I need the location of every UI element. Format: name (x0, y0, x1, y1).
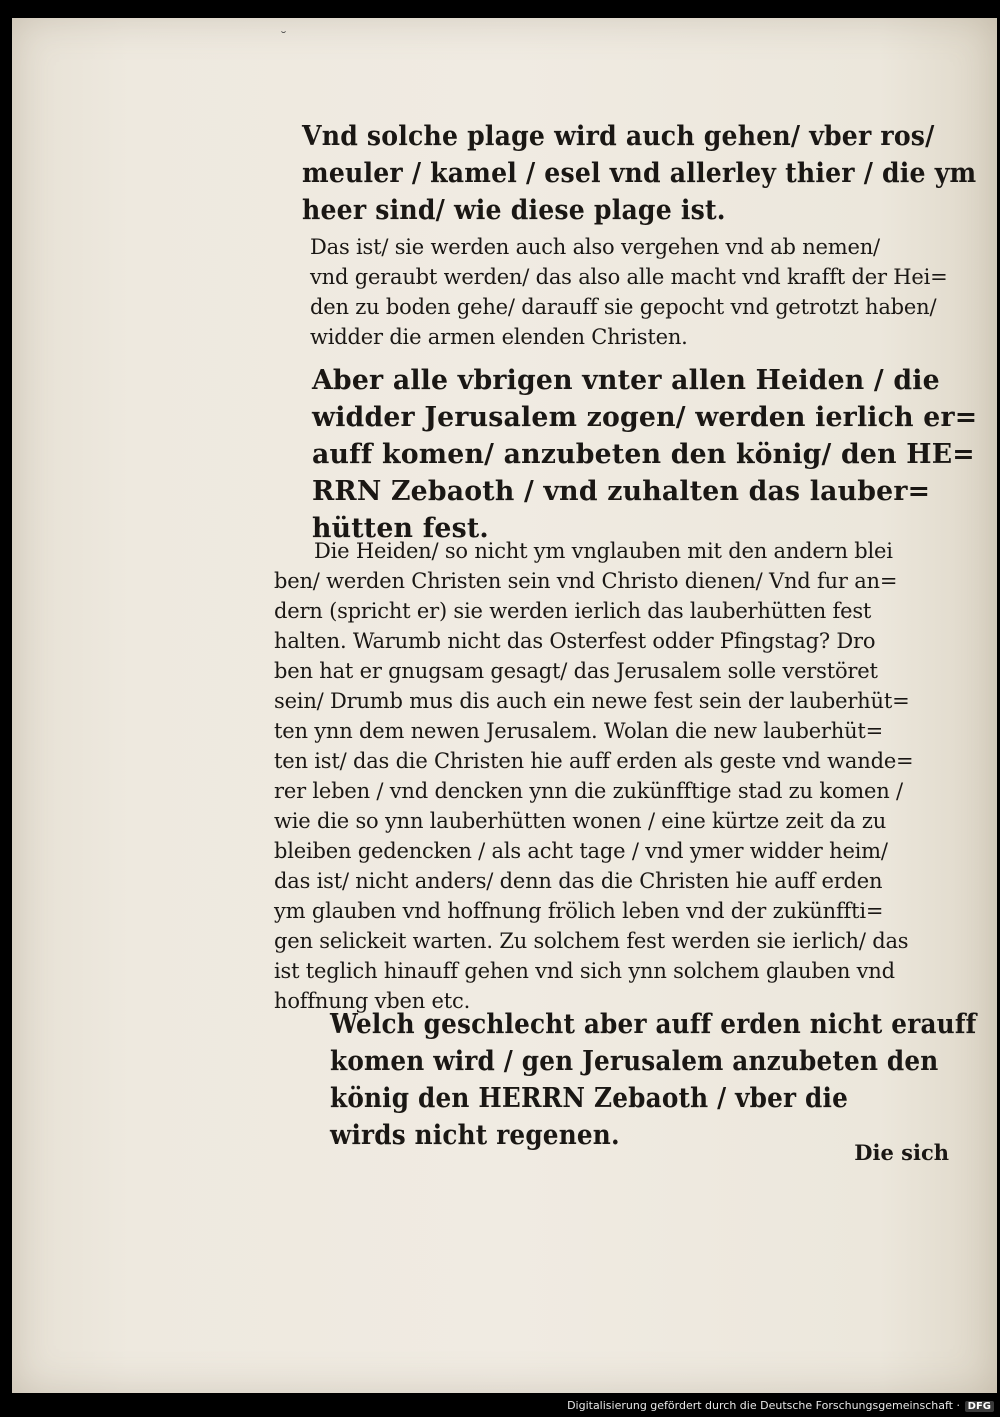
text-line: Die Heiden/ so nicht ym vnglauben mit den andern blei (314, 539, 893, 563)
text-line: Aber alle vbrigen vnter allen Heiden / die (312, 365, 940, 396)
text-line: das ist/ nicht anders/ denn das die Christen hie auff erden (274, 869, 883, 893)
footer-bar (0, 1393, 1000, 1417)
commentary-block-2 (274, 536, 913, 1016)
text-line: meuler / kamel / esel vnd allerley thier / die ym (302, 158, 977, 189)
text-line: dern (spricht er) sie werden ierlich das lauberhütten fest (274, 599, 872, 623)
footer-separator: · (956, 1399, 960, 1412)
text-line: Vnd solche plage wird auch gehen/ vber ros/ (302, 121, 935, 152)
page-mark: ˘ (280, 30, 287, 46)
text-line: ten ynn dem newen Jerusalem. Wolan die new lauberhüt= (274, 719, 884, 743)
catchword: Die sich (854, 1140, 949, 1165)
text-line: ist teglich hinauff gehen vnd sich ynn solchem glauben vnd (274, 959, 895, 983)
text-line: ten ist/ das die Christen hie auff erden als geste vnd wande= (274, 749, 914, 773)
text-line: halten. Warumb nicht das Osterfest odder Pfingstag? Dro (274, 629, 876, 653)
verse-block-3 (330, 1006, 1000, 1154)
text-line: ben/ werden Christen sein vnd Christo dienen/ Vnd fur an= (274, 569, 898, 593)
commentary-block-1 (310, 232, 948, 352)
text-line: heer sind/ wie diese plage ist. (302, 195, 726, 226)
text-line: wie die so ynn lauberhütten wonen / eine kürtze zeit da zu (274, 809, 887, 833)
text-line: Welch geschlecht aber auff erden nicht erauff (330, 1009, 977, 1040)
book-page (12, 18, 997, 1393)
text-line: ben hat er gnugsam gesagt/ das Jerusalem solle verstöret (274, 659, 878, 683)
text-line: komen wird / gen Jerusalem anzubeten den (330, 1046, 939, 1077)
text-line: hoffnung vben etc. (274, 989, 471, 1013)
text-line: rer leben / vnd dencken ynn die zukünfftige stad zu komen / (274, 779, 903, 803)
text-line: gen selickeit warten. Zu solchem fest werden sie ierlich/ das (274, 929, 909, 953)
text-line: auff komen/ anzubeten den könig/ den HE= (312, 439, 975, 470)
funding-credit (567, 1399, 960, 1412)
text-line: könig den HERRN Zebaoth / vber die (330, 1083, 849, 1114)
verse-block-2 (312, 362, 984, 547)
text-line: RRN Zebaoth / vnd zuhalten das lauber= (312, 476, 931, 507)
text-line: wirds nicht regenen. (330, 1120, 620, 1151)
funding-credit-text: Digitalisierung gefördert durch die Deutsche Forschungsgemeinschaft (567, 1399, 953, 1412)
text-line: vnd geraubt werden/ das also alle macht vnd krafft der Hei= (310, 265, 948, 289)
text-line: Das ist/ sie werden auch also vergehen vnd ab nemen/ (310, 235, 880, 259)
text-line: ym glauben vnd hoffnung frölich leben vnd der zukünffti= (274, 899, 884, 923)
dfg-logo-icon: DFG (965, 1401, 994, 1412)
text-line: sein/ Drumb mus dis auch ein newe fest sein der lauberhüt= (274, 689, 910, 713)
text-line: hütten fest. (312, 513, 489, 544)
text-line: widder Jerusalem zogen/ werden ierlich er= (312, 402, 978, 433)
text-line: bleiben gedencken / als acht tage / vnd ymer widder heim/ (274, 839, 888, 863)
verse-block-1 (302, 118, 1000, 229)
text-line: den zu boden gehe/ darauff sie gepocht vnd getrotzt haben/ (310, 295, 937, 319)
text-line: widder die armen elenden Christen. (310, 325, 688, 349)
